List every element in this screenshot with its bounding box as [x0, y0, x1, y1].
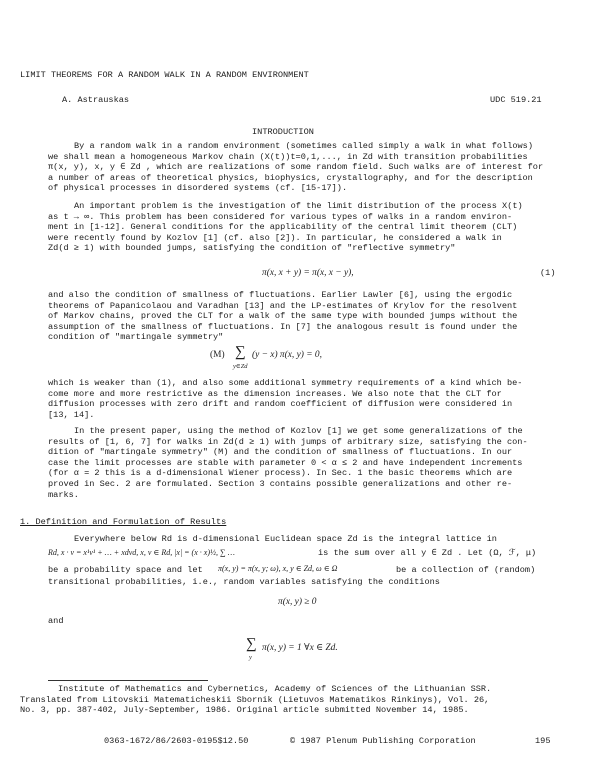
text-line: is the sum over all y ∈ Zd . Let (Ω, ℱ, μ): [318, 548, 537, 558]
text-line: and also the condition of smallness of fluctuations. Earlier Lawler [6], using the ergodic: [48, 290, 513, 300]
sum-subscript: y∈Zd: [233, 363, 248, 370]
paragraph-1: [48, 141, 556, 194]
copyright-notice: © 1987 Plenum Publishing Corporation: [290, 736, 476, 746]
footnote-divider: [48, 680, 208, 681]
text-line: case the limit processes are stable with parameter 0 < α ≤ 2 and have independent increments: [48, 457, 523, 468]
text-line: diffusion processes with zero drift and random coefficient of diffusion were considered in: [48, 399, 513, 410]
text-line: [13, 14].: [48, 409, 95, 420]
text-line: assumption of the smallness of fluctuations. In [7] the analogous result is found under the: [48, 321, 518, 332]
paper-title: LIMIT THEOREMS FOR A RANDOM WALK IN A RANDOM ENVIRONMENT: [20, 70, 309, 80]
inline-math: Rd, x · v = x¹v¹ + … + xdvd, x, v ∈ Rd, |x| = (x · x)½, ∑ …: [48, 548, 235, 557]
author-name: A. Astrauskas: [62, 95, 130, 105]
text-line: a number of areas of theoretical physics, biophysics, crystallography, and for the description: [48, 172, 533, 183]
udc-code: UDC 519.21: [490, 95, 542, 105]
equation-m: [210, 346, 410, 376]
text-line: By a random walk in a random environment (sometimes called simply a walk in what follows): [74, 141, 533, 151]
text-line: theorems of Papanicolaou and Varadhan [13] and the LP-estimates of Krylov for the resolvent: [48, 300, 518, 311]
text-line: condition of "martingale symmetry": [48, 332, 224, 343]
paragraph-3: [48, 426, 556, 500]
equation-m-label: (M): [210, 350, 225, 360]
text-line: marks.: [48, 489, 79, 500]
text-line: results of [1, 6, 7] for walks in Zd(d ≥ 1) with jumps of arbitrary size, satisfying the con-: [48, 436, 528, 447]
publication-code: 0363-1672/86/2603-0195$12.50: [104, 736, 249, 746]
section-heading-introduction: INTRODUCTION: [252, 127, 314, 137]
equation-1: π(x, x + y) = π(x, x − y),: [262, 268, 354, 278]
text-line: In the present paper, using the method of Kozlov [1] we get some generalizations of the: [74, 426, 523, 436]
text-line: transitional probabilities, i.e., random variables satisfying the conditions: [48, 577, 440, 587]
text-line: Everywhere below Rd is d-dimensional Euclidean space Zd is the integral lattice in: [74, 534, 497, 544]
text-line: were recently found by Kozlov [1] (cf. also [2]). In particular, he considered a walk in: [48, 232, 502, 243]
equation-normalization: [246, 638, 396, 666]
text-line: π(x, y), x, y ∈ Zd , which are realizations of some random field. Such walks are of interest for: [48, 162, 544, 173]
footnote-line: No. 3, pp. 387-402, July-September, 1986. Original article submitted November 14, 1985.: [20, 705, 469, 716]
sum-subscript: y: [249, 654, 252, 661]
text-line: An important problem is the investigation of the limit distribution of the process X(t): [74, 201, 523, 211]
sum-symbol: ∑: [246, 636, 257, 652]
equation-1-number: (1): [540, 268, 556, 278]
paragraph-2: [48, 201, 556, 254]
text-line: come more and more restrictive as the dimension increases. We also note that the CLT for: [48, 388, 502, 399]
text-and: and: [48, 616, 64, 626]
text-line: of physical processes in disordered systems (cf. [15-17]).: [48, 183, 348, 194]
footnote-line: Institute of Mathematics and Cybernetics, Academy of Sciences of the Lithuanian SSR.: [58, 684, 492, 694]
sum-symbol: ∑: [235, 344, 246, 360]
text-line: we shall mean a homogeneous Markov chain (X(t))t=0,1,..., in Zd with transition probabilities: [48, 151, 528, 162]
text-line: ment in [1-12]. General conditions for the applicability of the central limit theorem (CLT): [48, 222, 518, 233]
inline-math: π(x, y) = π(x, y; ω), x, y ∈ Zd, ω ∈ Ω: [218, 564, 338, 573]
paragraph-2-continued: [48, 290, 556, 343]
text-line: be a probability space and let: [48, 565, 203, 575]
text-line: as t → ∞. This problem has been considered for various types of walks in a random environ-: [48, 211, 513, 222]
paragraph-2-end: [48, 378, 556, 420]
text-line: Zd(d ≥ 1) with bounded jumps, satisfying the condition of "reflective symmetry": [48, 243, 456, 254]
text-line: (for α = 2 this is a d-dimensional Wiener process). In Sec. 1 the basic theorems which are: [48, 468, 513, 479]
text-line: be a collection of (random): [396, 565, 536, 575]
footnote: [20, 684, 568, 716]
text-line: dition of "martingale symmetry" (M) and the condition of smallness of fluctuations. In our: [48, 447, 513, 458]
text-line: which is weaker than (1), and also some additional symmetry requirements of a kind which be-: [48, 378, 523, 388]
equation-normalization-body: π(x, y) = 1 ∀x ∈ Zd.: [262, 643, 338, 653]
equation-m-body: (y − x) π(x, y) = 0,: [252, 350, 322, 360]
page-number: 195: [535, 736, 551, 746]
section-heading-1: 1. Definition and Formulation of Results: [20, 517, 227, 527]
footnote-line: Translated from Litovskii Matematicheskii Sbornik (Lietuvos Matematikos Rinkinys), Vol. 26,: [20, 694, 490, 705]
text-line: proved in Sec. 2 are formulated. Section 3 contains possible generalizations and other re-: [48, 478, 513, 489]
text-line: of Markov chains, proved the CLT for a walk of the same type with bounded jumps without the: [48, 311, 518, 322]
equation-nonnegative: π(x, y) ≥ 0: [278, 597, 317, 607]
